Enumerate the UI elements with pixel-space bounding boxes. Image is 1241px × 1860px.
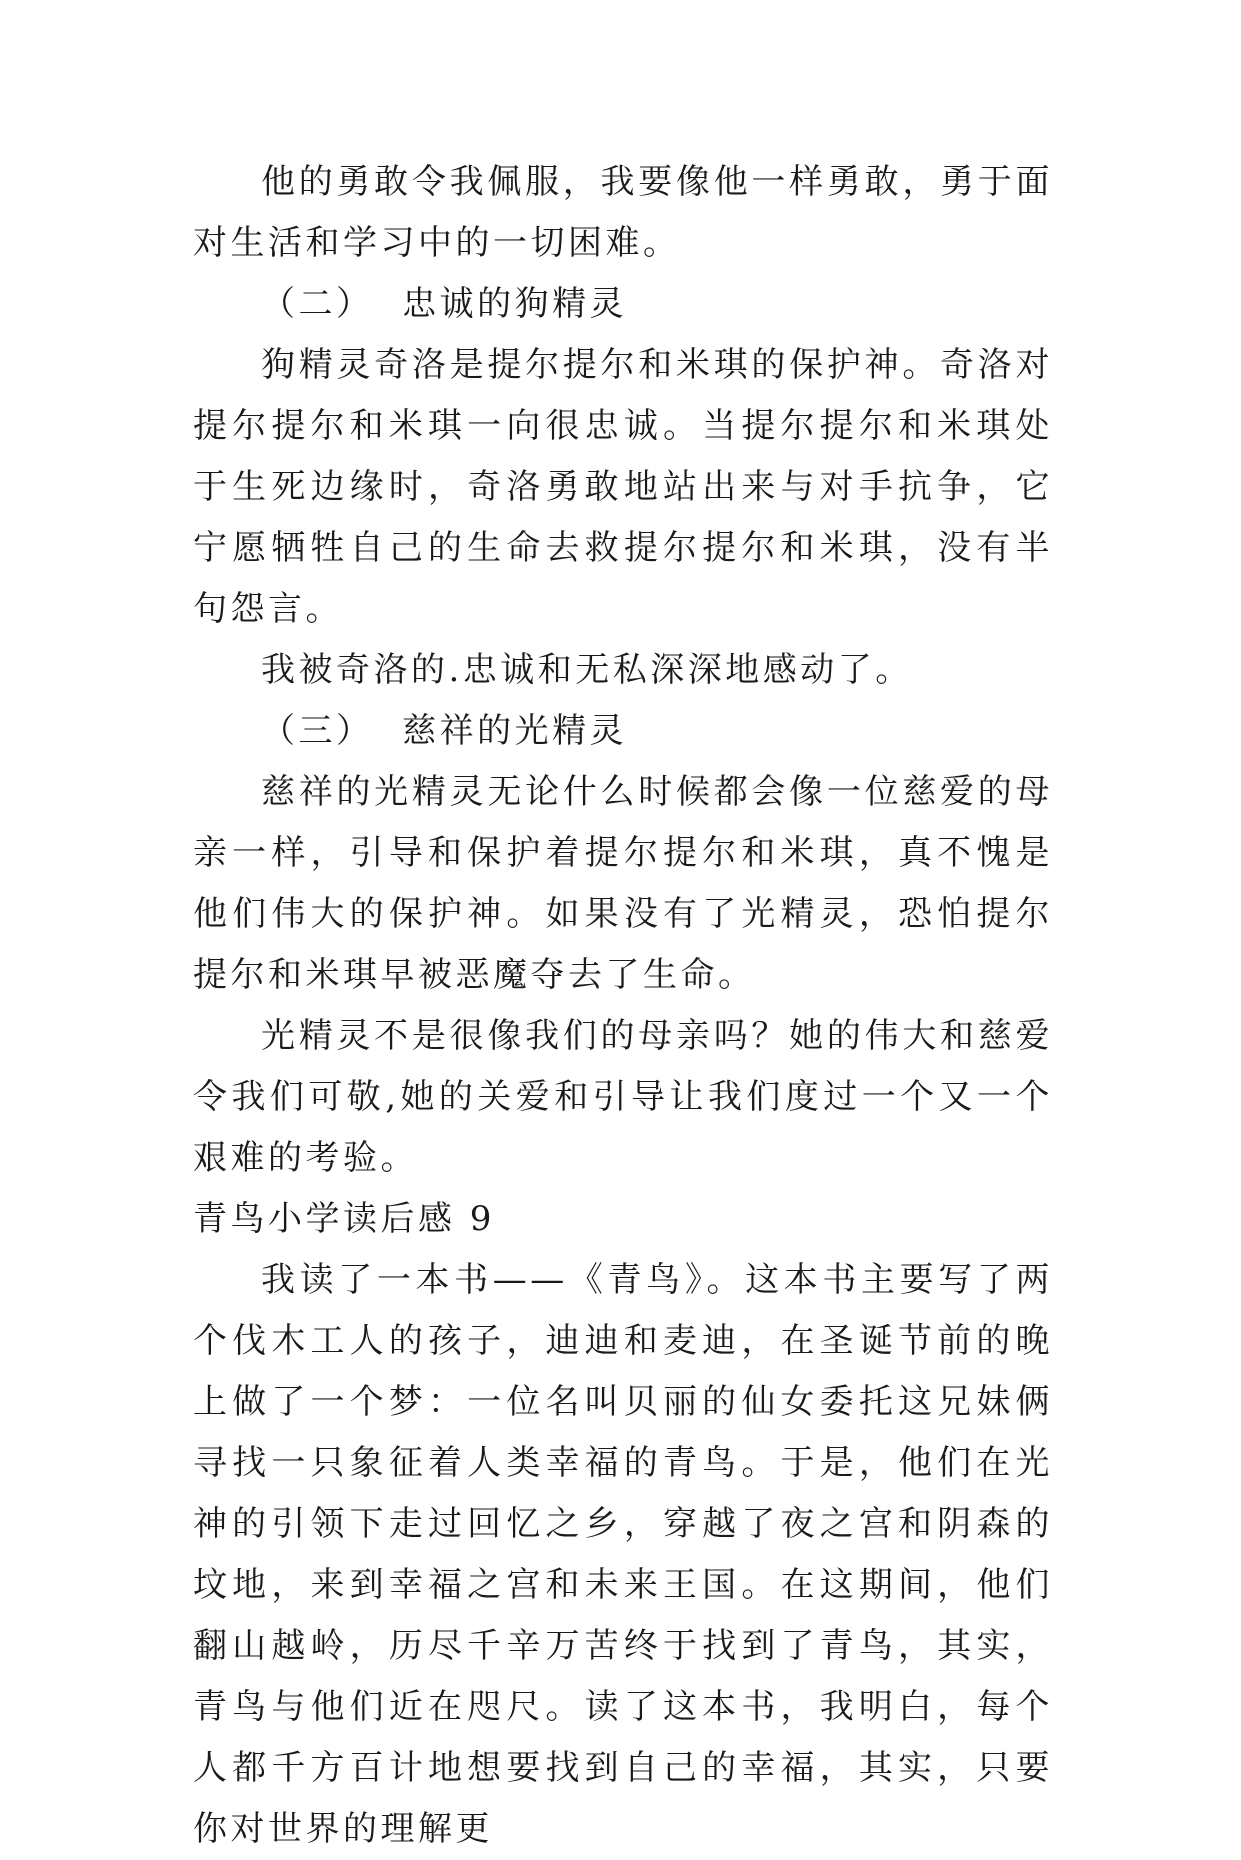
section-heading-dog-spirit: （二） 忠诚的狗精灵 xyxy=(261,284,628,324)
paragraph-dog-spirit: 狗精灵奇洛是提尔提尔和米琪的保护神。奇洛对提尔提尔和米琪一向很忠诚。当提尔提尔和米琪处于生死边缘时，奇洛勇敢地站出来与对手抗争，它宁愿牺牲自己的生命去救提尔提尔和米琪，没有半句怨言。 xyxy=(193,345,1053,629)
paragraph-courage: 他的勇敢令我佩服，我要像他一样勇敢，勇于面对生活和学习中的一切困难。 xyxy=(193,162,1053,263)
paragraph-blue-bird-summary: 我读了一本书——《青鸟》。这本书主要写了两个伐木工人的孩子，迪迪和麦迪，在圣诞节前的晚上做了一个梦：一位名叫贝丽的仙女委托这兄妹俩寻找一只象征着人类幸福的青鸟。于是，他们在光神的引领下走过回忆之乡，穿越了夜之宫和阴森的坟地，来到幸福之宫和未来王国。在这期间，他们翻山越岭，历尽千辛万苦终于找到了青鸟，其实，青鸟与他们近在咫尺。读了这本书，我明白，每个人都千方百计地想要找到自己的幸福，其实，只要你对世界的理解更 xyxy=(193,1260,1053,1849)
paragraph-light-spirit-feeling: 光精灵不是很像我们的母亲吗？她的伟大和慈爱令我们可敬,她的关爱和引导让我们度过一个又一个艰难的考验。 xyxy=(193,1016,1053,1178)
paragraph-dog-spirit-feeling: 我被奇洛的.忠诚和无私深深地感动了。 xyxy=(261,650,913,690)
essay-title: 青鸟小学读后感 9 xyxy=(193,1199,495,1239)
paragraph-light-spirit: 慈祥的光精灵无论什么时候都会像一位慈爱的母亲一样，引导和保护着提尔提尔和米琪，真不愧是他们伟大的保护神。如果没有了光精灵，恐怕提尔提尔和米琪早被恶魔夺去了生命。 xyxy=(193,772,1053,995)
document-body xyxy=(193,152,1053,1860)
section-heading-light-spirit: （三） 慈祥的光精灵 xyxy=(261,711,628,751)
